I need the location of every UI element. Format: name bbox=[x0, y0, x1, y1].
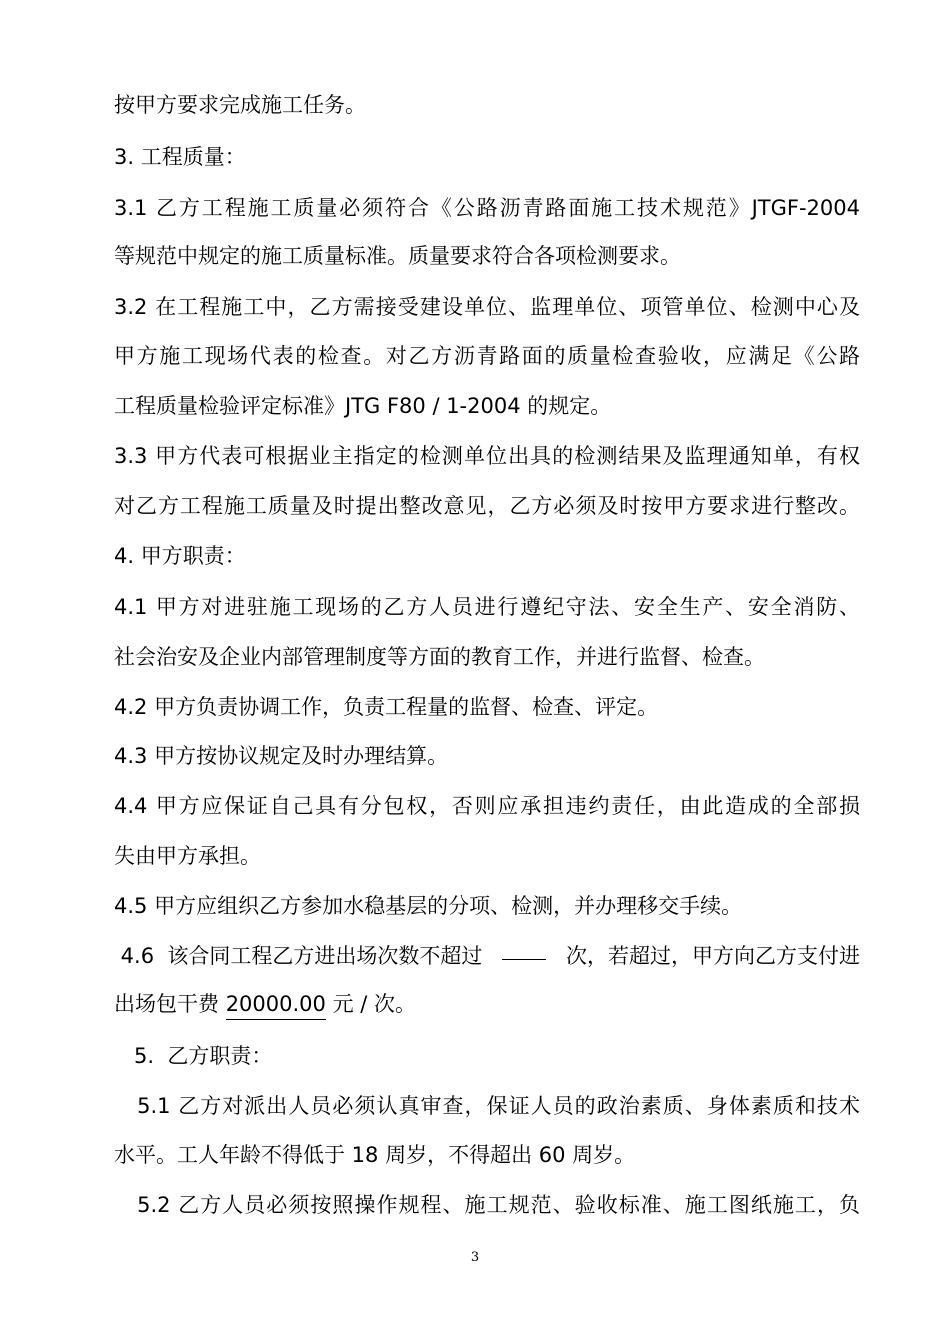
clause-4-6-line2 bbox=[114, 989, 860, 1020]
text-span: 4.6 该合同工程乙方进出场次数不超过 bbox=[114, 944, 483, 968]
clause-4-6-line1 bbox=[114, 941, 860, 971]
text-line: 4.5 甲方应组织乙方参加水稳基层的分项、检测，并办理移交手续。 bbox=[114, 894, 743, 918]
fee-amount: 20000.00 bbox=[226, 989, 326, 1020]
page-number: 3 bbox=[470, 1250, 480, 1265]
section-heading: 5. 乙方职责： bbox=[114, 1044, 273, 1068]
section-heading: 3. 工程质量： bbox=[114, 145, 246, 169]
text-line: 按甲方要求完成施工任务。 bbox=[114, 93, 366, 117]
text-line: 4.4 甲方应保证自己具有分包权，否则应承担违约责任，由此造成的全部损 bbox=[114, 794, 860, 818]
text-span: 元 / 次。 bbox=[332, 992, 417, 1016]
text-line: 5.2 乙方人员必须按照操作规程、施工规范、验收标准、施工图纸施工，负 bbox=[114, 1193, 860, 1217]
text-line: 甲方施工现场代表的检查。对乙方沥青路面的质量检查验收，应满足《公路 bbox=[114, 344, 860, 368]
section-heading: 4. 甲方职责： bbox=[114, 544, 246, 568]
text-line: 社会治安及企业内部管理制度等方面的教育工作，并进行监督、检查。 bbox=[114, 645, 765, 669]
text-span: 次，若超过，甲方向乙方支付进 bbox=[565, 944, 860, 968]
text-line: 4.2 甲方负责协调工作，负责工程量的监督、检查、评定。 bbox=[114, 695, 659, 719]
blank-field bbox=[502, 941, 546, 960]
text-line: 3.2 在工程施工中，乙方需接受建设单位、监理单位、项管单位、检测中心及 bbox=[114, 295, 860, 319]
text-line: 对乙方工程施工质量及时提出整改意见，乙方必须及时按甲方要求进行整改。 bbox=[114, 494, 860, 518]
text-line: 3.3 甲方代表可根据业主指定的检测单位出具的检测结果及监理通知单，有权 bbox=[114, 444, 860, 468]
text-line: 3.1 乙方工程施工质量必须符合《公路沥青路面施工技术规范》JTGF-2004 bbox=[114, 196, 860, 220]
text-line: 失由甲方承担。 bbox=[114, 844, 261, 868]
text-line: 4.1 甲方对进驻施工现场的乙方人员进行遵纪守法、安全生产、安全消防、 bbox=[114, 595, 860, 619]
text-line: 4.3 甲方按协议规定及时办理结算。 bbox=[114, 744, 449, 768]
text-line: 水平。工人年龄不得低于 18 周岁，不得超出 60 周岁。 bbox=[114, 1143, 636, 1167]
text-line: 等规范中规定的施工质量标准。质量要求符合各项检测要求。 bbox=[114, 244, 681, 268]
text-line: 工程质量检验评定标准》JTG F80 / 1-2004 的规定。 bbox=[114, 394, 612, 418]
text-line: 5.1 乙方对派出人员必须认真审查，保证人员的政治素质、身体素质和技术 bbox=[114, 1094, 860, 1118]
text-span: 出场包干费 bbox=[114, 992, 226, 1016]
